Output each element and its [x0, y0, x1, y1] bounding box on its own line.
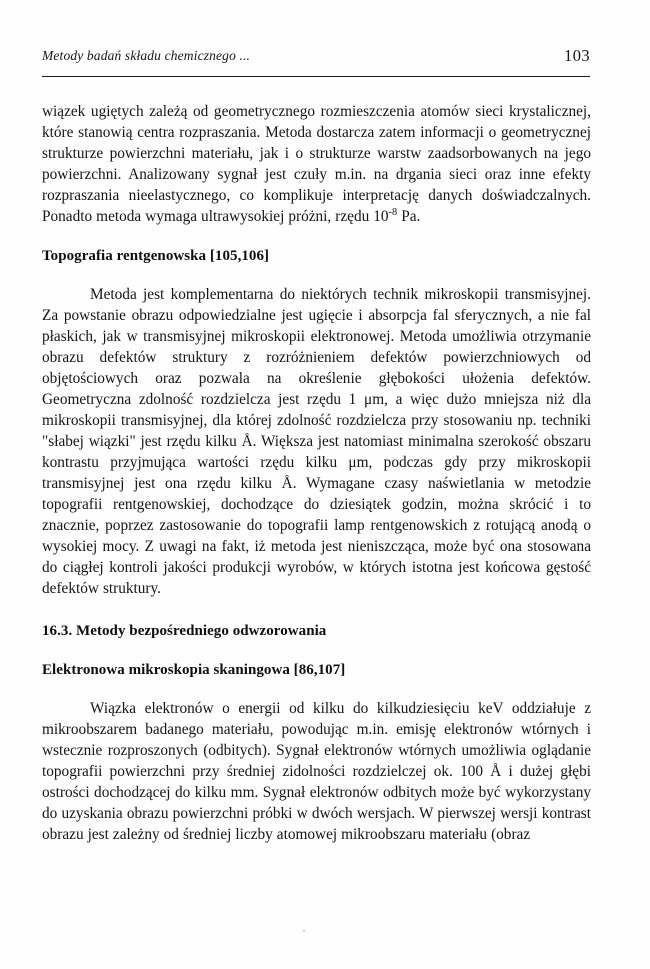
heading-topografia-rentgenowska: Topografia rentgenowska [105,106]: [42, 248, 270, 264]
spacer: [42, 599, 591, 621]
spacer: [42, 642, 591, 660]
running-head: [42, 48, 590, 74]
body-text-block: [42, 101, 591, 845]
paragraph-topografia-body: Metoda jest komplementarna do niektórych technik mikroskopii transmisyjnej. Za powstanie obrazu odpowiedzialne jest ugięcie i absorpcja fal sferycznych, a nie fal płaskich, jak w transmisyjnej mikroskopii elektronowej. Metoda umożliwia otrzymanie obrazu defektów struktury z rozróżnieniem defektów powierzchniowych od objętościowych oraz pozwala na określenie głębokości ułożenia defektów. Geometryczna zdolność rozdzielcza jest rzędu 1 μm, a więc dużo mniejsza niż dla mikroskopii transmisyjnej, dla której zdolność rozdzielcza przy stosowaniu np. techniki "słabej wiązki" jest rzędu kilku Å. Większa jest natomiast minimalna szerokość obszaru kontrastu przyjmująca wartości rzędu kilku μm, podczas gdy przy mikroskopii transmisyjnej jest ona rzędu kilku Å. Wymagane czasy naświetlania w metodzie topografii rentgenowskiej, dochodzące do dziesiątek godzin, można skrócić i to znacznie, poprzez zastosowanie do topografii lamp rentgenowskich z rotującą anodą o wysokiej mocy. Z uwagi na fakt, iż metoda jest nieniszcząca, może być ona stosowana do ciągłej kontroli jakości produkcji wyrobów, w których istotna jest końcowa gęstość defektów struktury.: [42, 286, 591, 597]
spacer: [42, 681, 591, 698]
heading-section-16-3: 16.3. Metody bezpośredniego odwzorowania: [42, 623, 327, 639]
paragraph-1-tail: Pa.: [397, 208, 421, 225]
scan-artifact-speck: [303, 930, 305, 932]
spacer: [42, 267, 591, 284]
paragraph-mikroskopia-body: Wiązka elektronów o energii od kilku do kilkudziesięciu keV oddziałuje z mikroobszarem badanego materiału, powodując m.in. emisję elektronów wtórnych i wstecznie rozproszonych (odbitych). Sygnał elektronów wtórnych umożliwia oglądanie topografii powierzchni przy średniej zidolności rozdzielczej ok. 100 Å i dużej głębi ostrości dochodzącej do kilku mm. Sygnał elektronów odbitych może być wykorzystany do uzyskania obrazu powierzchni próbki w dwóch wersjach. W pierwszej wersji kontrast obrazu jest zależny od średniej liczby atomowej mikroobszaru materiału (obraz: [42, 700, 591, 843]
spacer: [42, 227, 591, 246]
paragraph-1-text: wiązek ugiętych zależą od geometrycznego rozmieszczenia atomów sieci krystalicznej, które stanowią centra rozpraszania. Metoda dostarcza zatem informacji o geometrycznej strukturze powierzchni materiału, jak i o strukturze warstw zaadsorbowanych na jego powierzchni. Analizowany sygnał jest czuły m.in. na drgania sieci oraz inne efekty rozpraszania nieelastycznego, co komplikuje interpretację danych doświadczalnych. Ponadto metoda wymaga ultrawysokiej próżni, rzędu 10: [42, 103, 591, 225]
paragraph-continuation: [42, 101, 591, 227]
page-number: 103: [564, 46, 590, 65]
heading-elektronowa-mikroskopia: Elektronowa mikroskopia skaningowa [86,107]: [42, 662, 346, 678]
running-head-title: Metody badań składu chemicznego ...: [42, 48, 251, 63]
exponent-superscript: -8: [388, 206, 398, 218]
header-rule: [42, 76, 590, 77]
